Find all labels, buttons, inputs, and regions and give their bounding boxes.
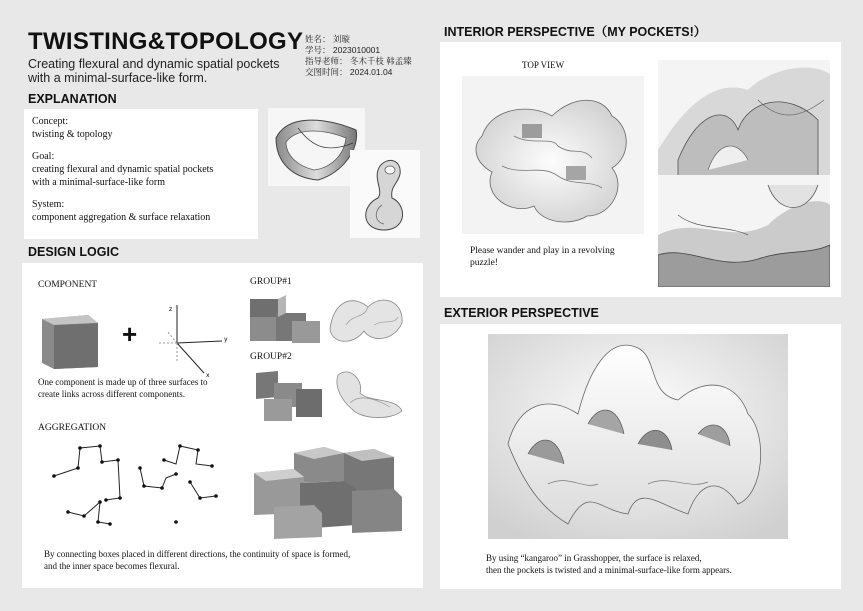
axis-diagram — [152, 301, 232, 381]
info-date: 交图时间： 2024.01.04 — [305, 67, 393, 77]
page-subtitle: Creating flexural and dynamic spatial pockets with a minimal-surface-like form. — [28, 57, 280, 85]
concept-text: twisting & topology — [32, 129, 113, 140]
goal-label: Goal: — [32, 151, 55, 162]
component-label: COMPONENT — [38, 280, 98, 290]
system-label: System: — [32, 199, 65, 210]
info-student-id: 学号： 2023010001 — [305, 45, 381, 55]
component-caption-2: create links across different components. — [38, 389, 186, 399]
group1-label: GROUP#1 — [250, 277, 292, 287]
aggregation-caption-1: By connecting boxes placed in different directions, the continuity of space is formed, — [44, 549, 351, 559]
klein-bottle-image — [350, 150, 420, 238]
system-text: component aggregation & surface relaxation — [32, 212, 211, 223]
interior-view-1-image — [658, 60, 830, 184]
exterior-caption-2: then the pockets is twisted and a minimal-surface-like form appears. — [486, 565, 732, 575]
exterior-panel — [440, 324, 841, 589]
concept-label: Concept: — [32, 116, 69, 127]
page-title: TWISTING&TOPOLOGY — [28, 28, 304, 55]
top-view-label: TOP VIEW — [522, 60, 565, 70]
aggregation-label: AGGREGATION — [38, 423, 107, 433]
axis-y-label: y — [224, 336, 228, 343]
goal-text-2: with a minimal-surface-like form — [32, 177, 166, 188]
exterior-perspective-image — [488, 334, 788, 539]
aggregation-caption-2: and the inner space becomes flexural. — [44, 561, 180, 571]
component-box-image — [36, 311, 104, 371]
top-view-image — [462, 76, 644, 234]
group1-surface-image — [324, 289, 408, 349]
design-logic-heading: DESIGN LOGIC — [28, 245, 119, 259]
interior-caption-1: Please wander and play in a revolving — [470, 246, 615, 256]
info-name: 姓名： 刘璇 — [305, 34, 350, 44]
aggregation-diagram — [48, 438, 223, 530]
group2-label: GROUP#2 — [250, 352, 292, 362]
aggregation-boxes-image — [244, 433, 406, 541]
interior-panel — [440, 42, 841, 297]
group2-surface-image — [330, 363, 410, 423]
interior-heading: INTERIOR PERSPECTIVE（MY POCKETS!） — [444, 25, 707, 39]
axis-x-label: x — [206, 372, 210, 379]
axis-z-label: z — [169, 306, 173, 313]
goal-text-1: creating flexural and dynamic spatial pockets — [32, 164, 214, 175]
exterior-heading: EXTERIOR PERSPECTIVE — [444, 306, 599, 320]
exterior-caption-1: By using “kangaroo” in Grasshopper, the surface is relaxed, — [486, 553, 702, 563]
group2-boxes-image — [252, 365, 328, 423]
component-caption-1: One component is made up of three surfaces to — [38, 377, 208, 387]
design-logic-panel — [22, 263, 423, 588]
interior-view-2-image — [658, 175, 830, 287]
group1-boxes-image — [246, 291, 322, 347]
plus-sign: + — [122, 319, 138, 349]
interior-caption-2: puzzle! — [470, 258, 498, 268]
explanation-heading: EXPLANATION — [28, 92, 117, 106]
explanation-panel — [24, 109, 258, 239]
info-advisor: 指导老师： 冬木千枝 韩孟臻 — [305, 56, 412, 66]
